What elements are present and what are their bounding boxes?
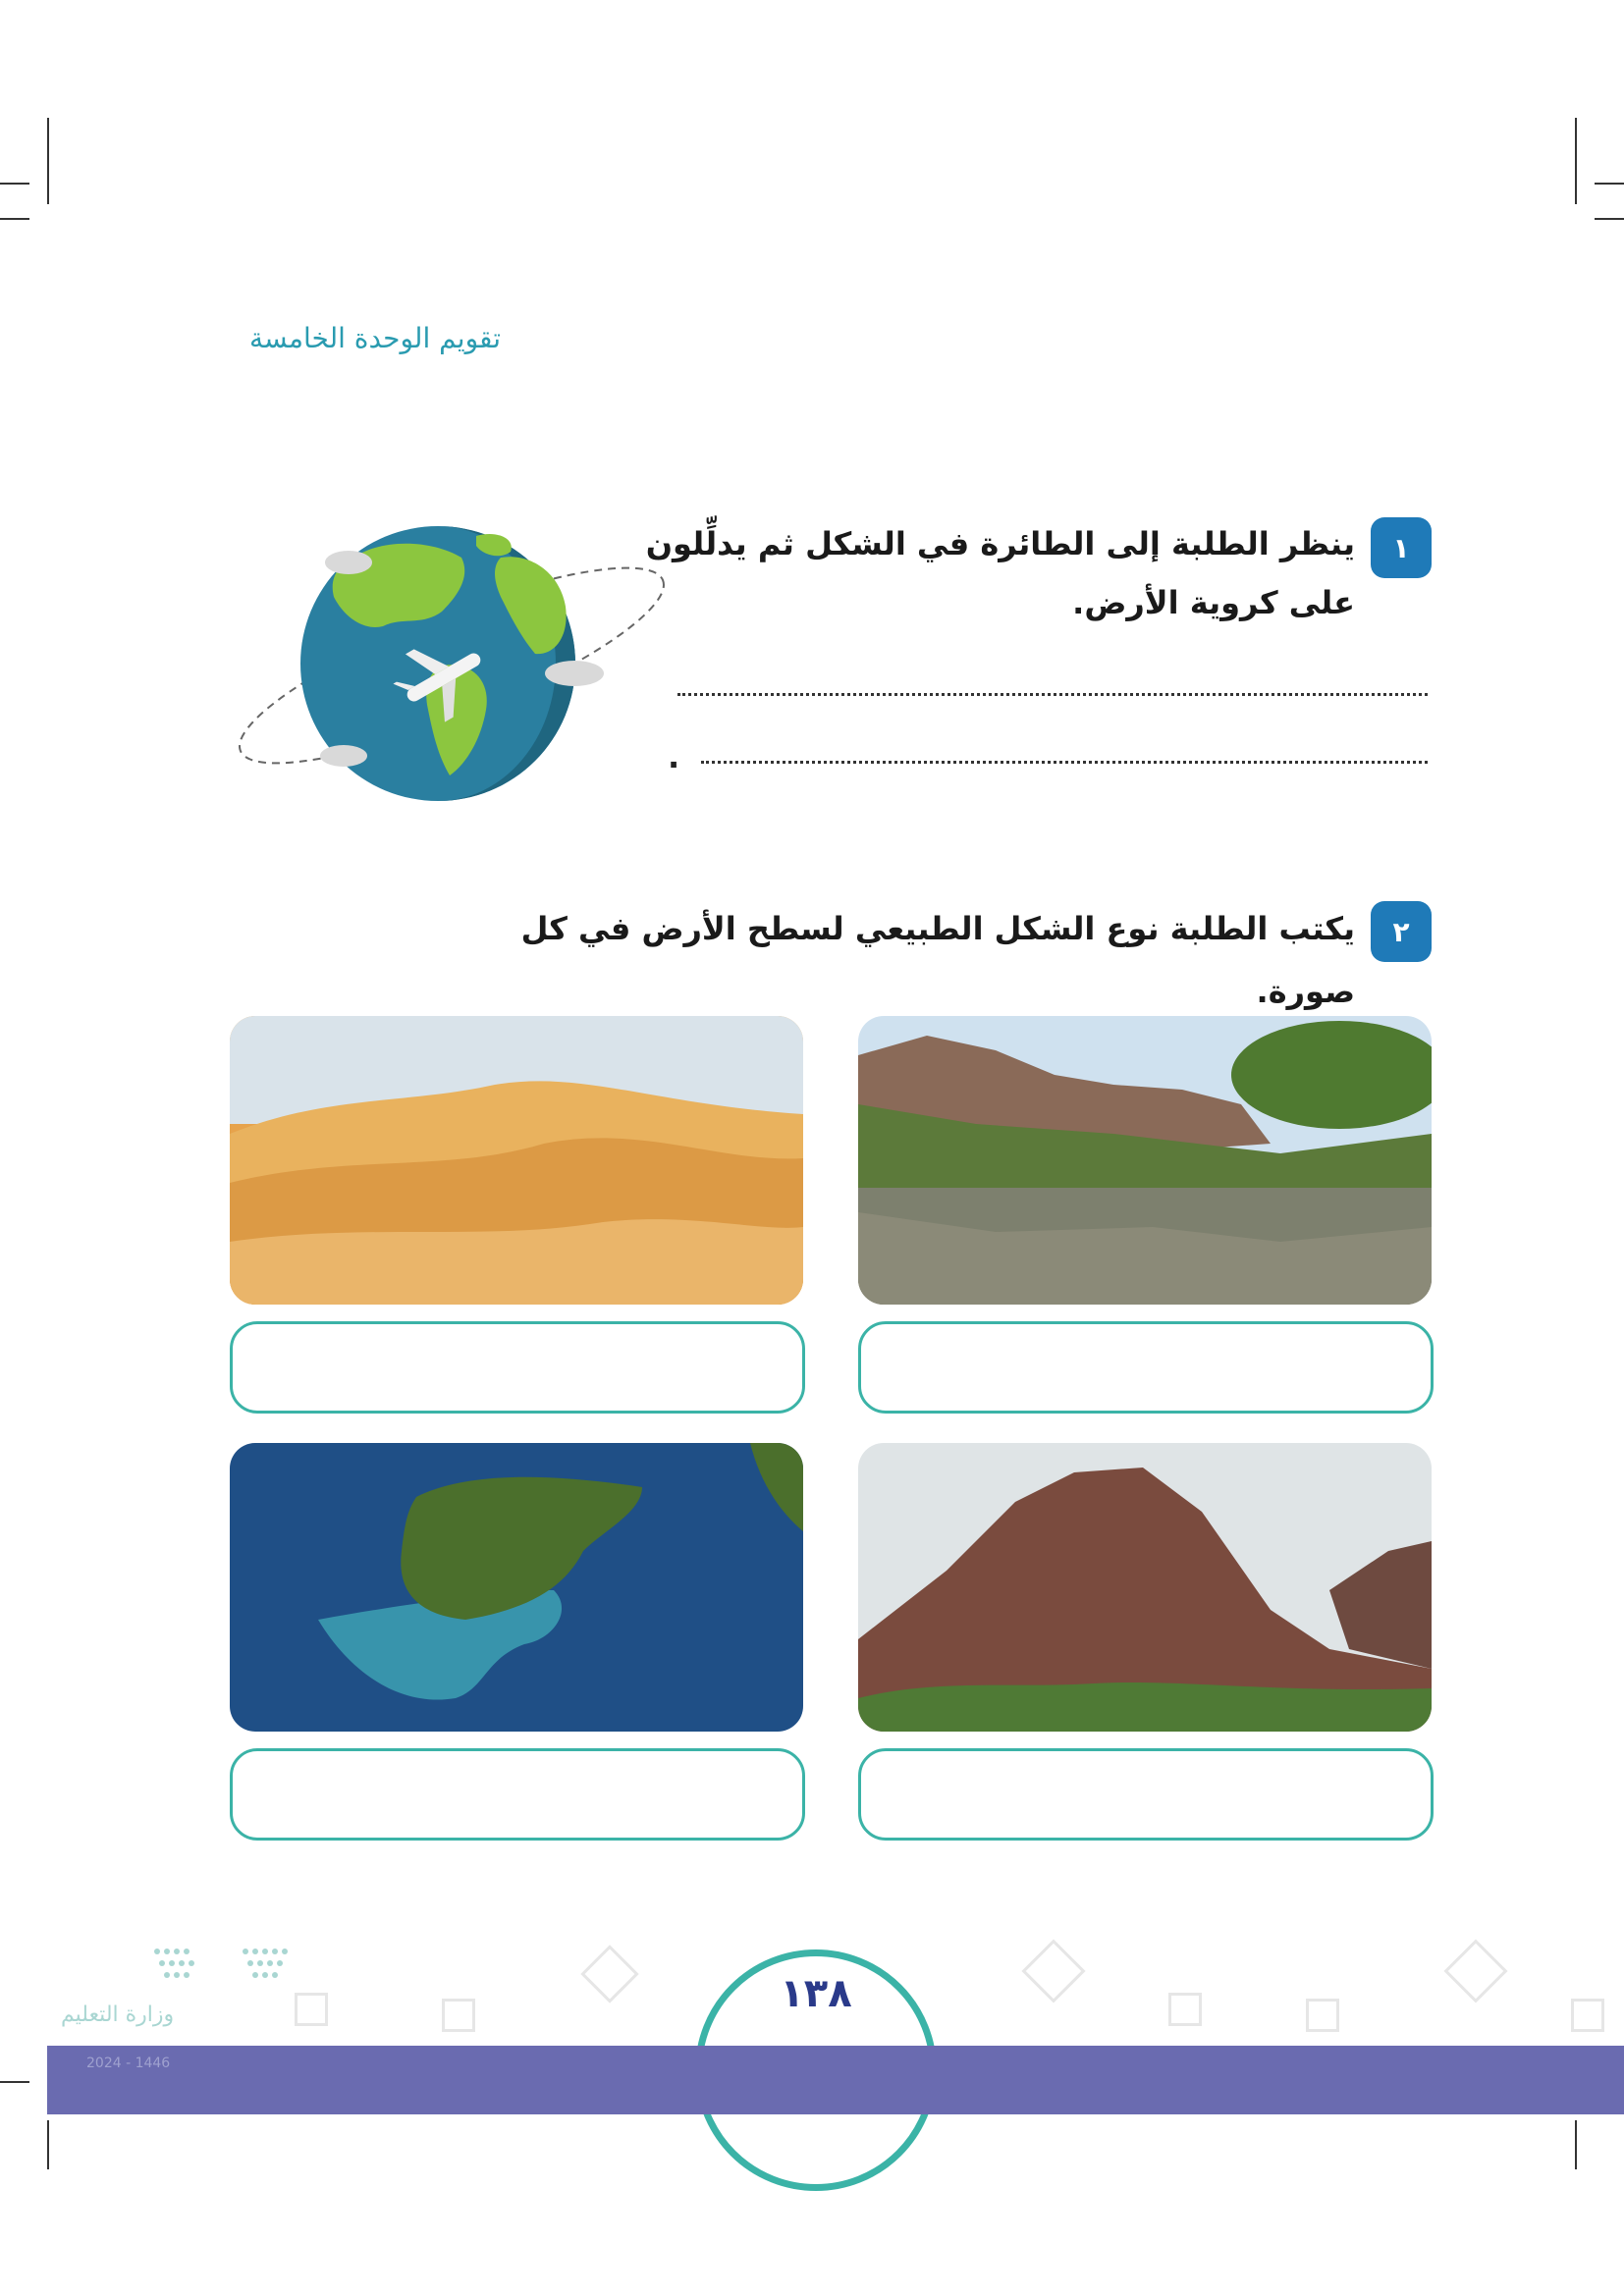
decorative-square xyxy=(1021,1939,1085,2002)
crop-mark xyxy=(1575,2120,1577,2169)
question-1-line-1: ينظر الطلبة إلى الطائرة في الشكل ثم يدلِّلون xyxy=(645,525,1355,562)
decorative-square xyxy=(1571,1999,1604,2032)
desert-dunes-photo xyxy=(230,1016,803,1305)
globe-with-airplane-illustration xyxy=(236,518,668,813)
question-2-badge: ٢ xyxy=(1371,901,1432,962)
answer-box-desert[interactable] xyxy=(230,1321,805,1414)
answer-box-oasis[interactable] xyxy=(858,1321,1434,1414)
question-1-badge: ١ xyxy=(1371,517,1432,578)
crop-mark xyxy=(1575,118,1577,204)
decorative-square xyxy=(580,1945,638,2002)
mountain-photo xyxy=(858,1443,1432,1732)
ministry-logo-icon xyxy=(147,1942,295,1991)
cloud-right xyxy=(545,661,604,686)
decorative-square xyxy=(1168,1993,1202,2026)
answer-line-2 xyxy=(701,761,1428,764)
unit-assessment-title: تقويم الوحدة الخامسة xyxy=(248,322,501,354)
decorative-square xyxy=(295,1993,328,2026)
crop-mark xyxy=(0,2081,29,2083)
crop-mark xyxy=(0,183,29,185)
cloud-left xyxy=(325,551,372,574)
decorative-square xyxy=(442,1999,475,2032)
question-2-text: يكتب الطلبة نوع الشكل الطبيعي لسطح الأرض في كل صورة. xyxy=(520,910,1355,1010)
footer-band xyxy=(47,2046,1624,2114)
oasis-rocks-pond-photo xyxy=(858,1016,1432,1305)
ministry-name: وزارة التعليم xyxy=(61,2002,175,2027)
decorative-square xyxy=(1306,1999,1339,2032)
island-photo xyxy=(230,1443,803,1732)
answer-line-1 xyxy=(677,693,1428,696)
cloud-bottom xyxy=(320,745,367,767)
answer-end-dot: . xyxy=(668,738,680,775)
crop-mark xyxy=(47,2120,49,2169)
answer-box-island[interactable] xyxy=(230,1748,805,1841)
crop-mark xyxy=(47,118,49,204)
page-number: ١٣٨ xyxy=(780,1971,852,2016)
crop-mark xyxy=(0,218,29,220)
edition-year: 2024 - 1446 xyxy=(86,2056,171,2071)
answer-box-mountain[interactable] xyxy=(858,1748,1434,1841)
crop-mark xyxy=(1595,183,1624,185)
decorative-square xyxy=(1443,1939,1507,2002)
question-1-line-2: على كروية الأرض. xyxy=(1072,584,1355,621)
crop-mark xyxy=(1595,218,1624,220)
